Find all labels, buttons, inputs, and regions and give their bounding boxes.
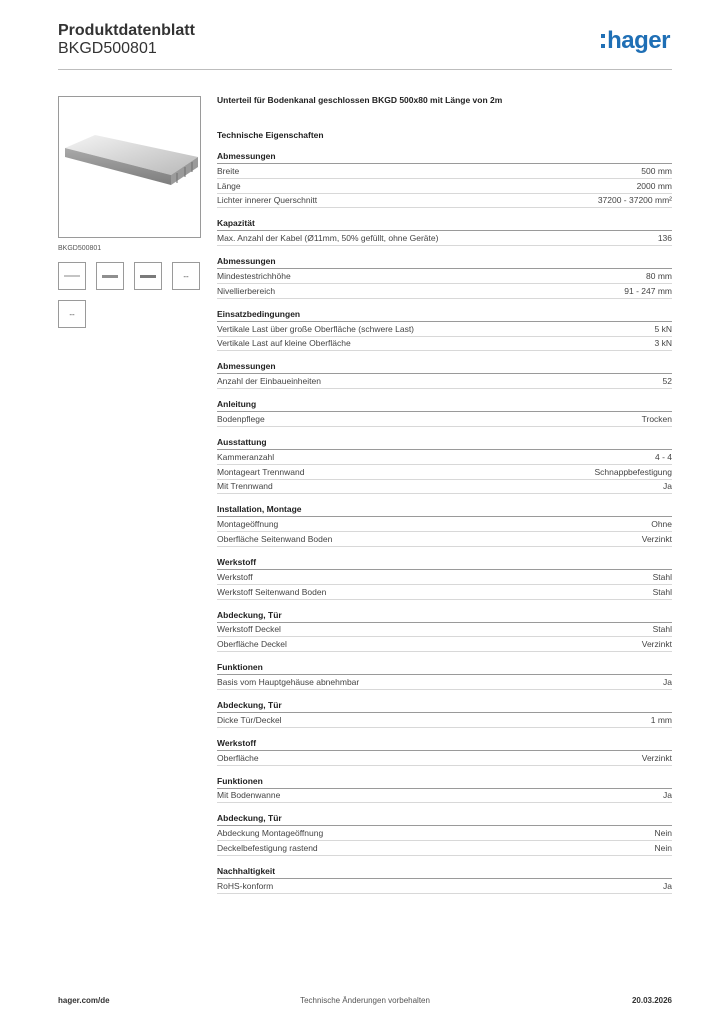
property-row: [217, 450, 672, 465]
logo-text: hager: [607, 27, 670, 54]
main-content: [217, 94, 672, 894]
property-value: Schnappbefestigung: [594, 466, 672, 477]
section-title: Nachhaltigkeit: [217, 865, 672, 879]
section-title: Abmessungen: [217, 255, 672, 269]
section-title: Abdeckung, Tür: [217, 609, 672, 623]
property-row: [217, 194, 672, 209]
property-value: 3 kN: [654, 338, 672, 349]
property-row: [217, 231, 672, 246]
property-row: [217, 637, 672, 652]
thumbnail-3[interactable]: [134, 262, 162, 290]
property-section: [217, 812, 672, 856]
logo-dots-icon: [601, 34, 605, 48]
property-row: [217, 322, 672, 337]
property-section: [217, 865, 672, 894]
property-row: [217, 570, 672, 585]
property-label: Kammeranzahl: [217, 451, 275, 462]
property-section: [217, 699, 672, 728]
property-label: Vertikale Last über große Oberfläche (schwere Last): [217, 323, 415, 334]
property-value: Verzinkt: [641, 752, 672, 763]
property-section: [217, 308, 672, 352]
property-value: Stahl: [652, 624, 672, 635]
thumbnail-5-label: --: [69, 309, 75, 319]
section-title: Abdeckung, Tür: [217, 812, 672, 826]
property-label: Werkstoff Seitenwand Boden: [217, 586, 327, 597]
property-label: Mit Bodenwanne: [217, 790, 281, 801]
property-row: [217, 465, 672, 480]
property-section: [217, 737, 672, 766]
property-row: [217, 789, 672, 804]
property-section: [217, 609, 672, 653]
property-section: [217, 436, 672, 494]
section-title: Ausstattung: [217, 436, 672, 450]
property-value: Verzinkt: [641, 639, 672, 650]
page-footer: [58, 996, 672, 1010]
property-row: [217, 585, 672, 600]
section-title: Abmessungen: [217, 150, 672, 164]
property-value: Ja: [663, 677, 672, 688]
property-label: Vertikale Last auf kleine Oberfläche: [217, 338, 351, 349]
property-section: [217, 556, 672, 600]
property-row: [217, 751, 672, 766]
property-row: [217, 164, 672, 179]
property-label: Länge: [217, 180, 241, 191]
property-value: 500 mm: [641, 165, 672, 176]
property-row: [217, 879, 672, 894]
property-row: [217, 374, 672, 389]
property-label: Max. Anzahl der Kabel (Ø11mm, 50% gefüllt, ohne Geräte): [217, 233, 439, 244]
section-title: Kapazität: [217, 217, 672, 231]
property-label: Nivellierbereich: [217, 285, 276, 296]
property-section: [217, 503, 672, 547]
property-value: Ja: [663, 790, 672, 801]
section-title: Funktionen: [217, 661, 672, 675]
property-section: [217, 217, 672, 246]
hager-logo: [601, 28, 670, 54]
thumbnail-1[interactable]: [58, 262, 86, 290]
property-label: Lichter innerer Querschnitt: [217, 195, 318, 206]
property-row: [217, 675, 672, 690]
property-row: [217, 284, 672, 299]
thumbnail-5[interactable]: [58, 300, 86, 328]
property-value: 2000 mm: [636, 180, 672, 191]
property-value: Ja: [663, 481, 672, 492]
property-value: Verzinkt: [641, 534, 672, 545]
product-caption: BKGD500801: [58, 245, 102, 252]
thumbnail-4[interactable]: [172, 262, 200, 290]
property-label: Montageöffnung: [217, 519, 279, 530]
property-value: Stahl: [652, 586, 672, 597]
section-title: Abdeckung, Tür: [217, 699, 672, 713]
property-row: [217, 269, 672, 284]
property-value: 136: [657, 233, 672, 244]
property-label: Mindestestrichhöhe: [217, 271, 291, 282]
product-image: [58, 96, 201, 238]
thumbnail-2[interactable]: [96, 262, 124, 290]
property-label: RoHS-konform: [217, 880, 274, 891]
property-section: [217, 150, 672, 208]
property-label: Anzahl der Einbaueinheiten: [217, 376, 321, 387]
property-row: [217, 841, 672, 856]
floor-duct-photo-icon: [59, 97, 200, 237]
property-label: Werkstoff Deckel: [217, 624, 281, 635]
property-label: Montageart Trennwand: [217, 466, 305, 477]
section-title: Einsatzbedingungen: [217, 308, 672, 322]
section-title: Anleitung: [217, 398, 672, 412]
property-value: 5 kN: [654, 323, 672, 334]
thumbnail-light-icon: [64, 275, 80, 277]
section-title: Funktionen: [217, 775, 672, 789]
property-row: [217, 337, 672, 352]
property-section: [217, 661, 672, 690]
thumbnail-4-label: --: [183, 271, 189, 281]
property-row: [217, 623, 672, 638]
property-label: Abdeckung Montageöffnung: [217, 828, 324, 839]
product-description: Unterteil für Bodenkanal geschlossen BKGD 500x80 mit Länge von 2m: [217, 95, 503, 105]
property-row: [217, 480, 672, 495]
property-label: Breite: [217, 165, 240, 176]
property-value: 1 mm: [650, 714, 672, 725]
thumbnail-dark-icon: [140, 275, 156, 278]
property-label: Oberfläche Deckel: [217, 639, 287, 650]
property-value: 4 - 4: [654, 451, 672, 462]
footer-date: 20.03.2026: [631, 996, 672, 1005]
property-section: [217, 255, 672, 299]
property-label: Werkstoff: [217, 571, 253, 582]
property-value: Nein: [654, 843, 672, 854]
property-value: Nein: [654, 828, 672, 839]
property-label: Oberfläche: [217, 752, 259, 763]
section-title: Installation, Montage: [217, 503, 672, 517]
technical-properties-title: Technische Eigenschaften: [217, 130, 324, 140]
property-value: 52: [662, 376, 672, 387]
property-label: Dicke Tür/Deckel: [217, 714, 282, 725]
property-label: Mit Trennwand: [217, 481, 273, 492]
property-row: [217, 713, 672, 728]
property-label: Basis vom Hauptgehäuse abnehmbar: [217, 677, 360, 688]
property-value: 80 mm: [646, 271, 672, 282]
property-label: Oberfläche Seitenwand Boden: [217, 534, 333, 545]
property-value: Ohne: [651, 519, 672, 530]
property-row: [217, 517, 672, 532]
property-row: [217, 179, 672, 194]
property-row: [217, 532, 672, 547]
property-value: Trocken: [641, 414, 672, 425]
property-row: [217, 412, 672, 427]
section-title: Werkstoff: [217, 737, 672, 751]
section-title: Abmessungen: [217, 360, 672, 374]
document-subtitle: BKGD500801: [58, 40, 157, 57]
footer-website[interactable]: hager.com/de: [58, 996, 110, 1005]
property-label: Bodenpflege: [217, 414, 265, 425]
property-value: 37200 - 37200 mm²: [597, 195, 672, 206]
section-title: Werkstoff: [217, 556, 672, 570]
property-section: [217, 775, 672, 804]
property-section: [217, 398, 672, 427]
properties-list: [217, 150, 672, 894]
property-label: Deckelbefestigung rastend: [217, 843, 318, 854]
property-section: [217, 360, 672, 389]
property-value: Ja: [663, 880, 672, 891]
thumbnail-medium-icon: [102, 275, 118, 278]
page-header: [58, 22, 672, 70]
document-title: Produktdatenblatt: [58, 22, 195, 39]
property-row: [217, 826, 672, 841]
footer-disclaimer: Technische Änderungen vorbehalten: [300, 996, 430, 1005]
property-value: 91 - 247 mm: [624, 285, 672, 296]
property-value: Stahl: [652, 571, 672, 582]
